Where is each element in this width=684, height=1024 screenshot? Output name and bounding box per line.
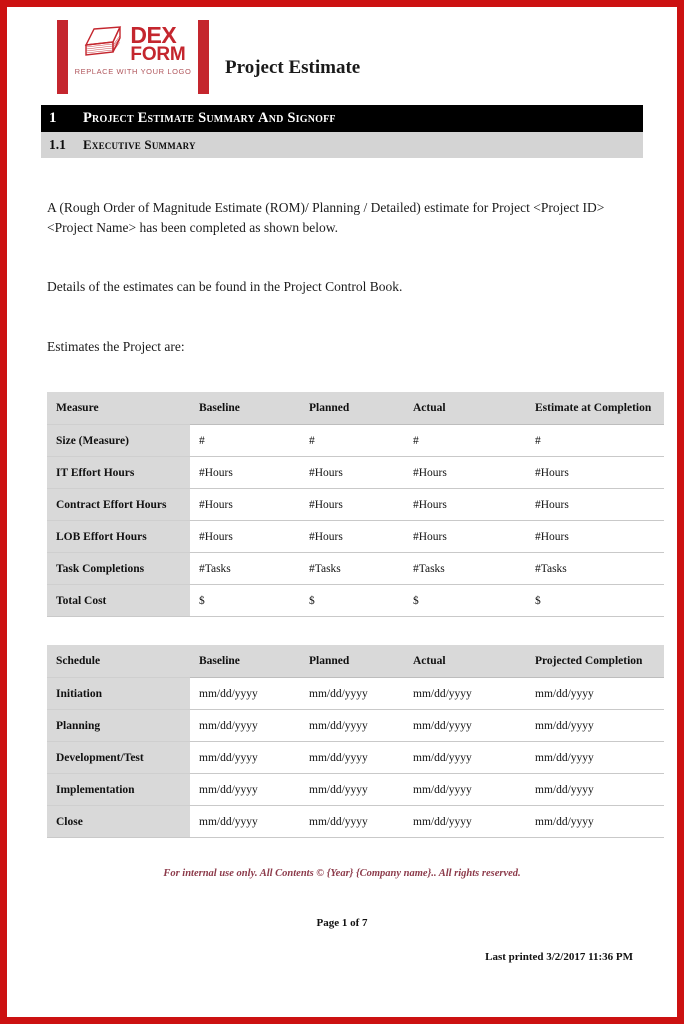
- cell-actual: mm/dd/yyyy: [404, 710, 526, 742]
- cell-planned: $: [300, 585, 404, 617]
- cell-planned: #Hours: [300, 457, 404, 489]
- table-row: [47, 425, 664, 457]
- cell-planned: #Hours: [300, 489, 404, 521]
- cell-baseline: mm/dd/yyyy: [190, 742, 300, 774]
- cell-actual: $: [404, 585, 526, 617]
- footer-copyright: For internal use only. All Contents © {Year} {Company name}.. All rights reserved.: [163, 868, 521, 880]
- section-heading-1: [41, 105, 643, 132]
- cell-planned: #Hours: [300, 521, 404, 553]
- cell-estimate-at-completion: #Hours: [526, 521, 664, 553]
- cell-planned: #: [300, 425, 404, 457]
- cell-baseline: #Hours: [190, 521, 300, 553]
- cell-estimate-at-completion: #Hours: [526, 489, 664, 521]
- measure-estimates-table: [47, 392, 664, 617]
- row-label: LOB Effort Hours: [47, 521, 190, 553]
- section-1-1-number: 1.1: [49, 137, 66, 152]
- row-label: Task Completions: [47, 553, 190, 585]
- section-heading-1-1: [41, 132, 643, 158]
- cell-actual: #Tasks: [404, 553, 526, 585]
- column-header-planned: Planned: [300, 392, 404, 425]
- schedule-estimates-table: [47, 645, 664, 838]
- document-header: [41, 11, 643, 103]
- cell-actual: mm/dd/yyyy: [404, 678, 526, 710]
- row-label: Close: [47, 806, 190, 838]
- logo-placeholder: [57, 20, 209, 94]
- section-1-title: Project Estimate Summary And Signoff: [83, 110, 336, 126]
- cell-baseline: #Hours: [190, 489, 300, 521]
- row-label: Contract Effort Hours: [47, 489, 190, 521]
- column-header-baseline: Baseline: [190, 645, 300, 678]
- cell-estimate-at-completion: #Hours: [526, 457, 664, 489]
- cell-planned: mm/dd/yyyy: [300, 678, 404, 710]
- section-1-number: 1: [49, 110, 57, 126]
- logo-tagline: REPLACE WITH YOUR LOGO: [74, 67, 192, 76]
- table-header-row: [47, 392, 664, 425]
- paragraph-estimate-intro: A (Rough Order of Magnitude Estimate (ROM)/ Planning / Detailed) estimate for Project <Project ID> <Project Name> has been completed as shown below.: [47, 200, 605, 235]
- cell-baseline: mm/dd/yyyy: [190, 806, 300, 838]
- logo-brand-line1: DEX: [130, 21, 177, 48]
- row-label: Planning: [47, 710, 190, 742]
- table-row: [47, 678, 664, 710]
- logo-wordmark: [130, 21, 186, 65]
- row-label: Size (Measure): [47, 425, 190, 457]
- cell-projected-completion: mm/dd/yyyy: [526, 774, 664, 806]
- column-header-actual: Actual: [404, 645, 526, 678]
- row-label: IT Effort Hours: [47, 457, 190, 489]
- table-row: [47, 806, 664, 838]
- cell-baseline: #: [190, 425, 300, 457]
- logo-content: [68, 20, 198, 94]
- section-1-1-title: Executive Summary: [83, 137, 196, 152]
- column-header-planned: Planned: [300, 645, 404, 678]
- document-footer: [41, 868, 643, 963]
- cell-projected-completion: mm/dd/yyyy: [526, 742, 664, 774]
- column-header-projected-completion: Projected Completion: [526, 645, 664, 678]
- cell-planned: mm/dd/yyyy: [300, 806, 404, 838]
- cell-baseline: mm/dd/yyyy: [190, 774, 300, 806]
- cell-baseline: mm/dd/yyyy: [190, 678, 300, 710]
- table-row: [47, 521, 664, 553]
- paper-stack-icon: [80, 24, 126, 64]
- cell-actual: mm/dd/yyyy: [404, 742, 526, 774]
- table-row: [47, 710, 664, 742]
- cell-actual: #Hours: [404, 521, 526, 553]
- table-row: [47, 489, 664, 521]
- cell-projected-completion: mm/dd/yyyy: [526, 806, 664, 838]
- row-label: Development/Test: [47, 742, 190, 774]
- cell-baseline: #Tasks: [190, 553, 300, 585]
- row-label: Initiation: [47, 678, 190, 710]
- cell-actual: #: [404, 425, 526, 457]
- document-body: [41, 198, 652, 838]
- column-header-actual: Actual: [404, 392, 526, 425]
- cell-planned: mm/dd/yyyy: [300, 774, 404, 806]
- table-row: [47, 553, 664, 585]
- cell-projected-completion: mm/dd/yyyy: [526, 678, 664, 710]
- table-header-row: [47, 645, 664, 678]
- logo-lockup: [80, 21, 186, 65]
- column-header-schedule: Schedule: [47, 645, 190, 678]
- cell-planned: mm/dd/yyyy: [300, 710, 404, 742]
- cell-projected-completion: mm/dd/yyyy: [526, 710, 664, 742]
- cell-actual: mm/dd/yyyy: [404, 774, 526, 806]
- table-row: [47, 742, 664, 774]
- cell-estimate-at-completion: #Tasks: [526, 553, 664, 585]
- column-header-estimate-at-completion: Estimate at Completion: [526, 392, 664, 425]
- page-title: Project Estimate: [225, 57, 361, 78]
- page-inner: [7, 7, 677, 1017]
- row-label: Total Cost: [47, 585, 190, 617]
- paragraph-estimates-lead-in: Estimates the Project are:: [47, 338, 185, 354]
- column-header-measure: Measure: [47, 392, 190, 425]
- cell-actual: #Hours: [404, 457, 526, 489]
- cell-planned: #Tasks: [300, 553, 404, 585]
- cell-baseline: #Hours: [190, 457, 300, 489]
- cell-estimate-at-completion: $: [526, 585, 664, 617]
- cell-baseline: mm/dd/yyyy: [190, 710, 300, 742]
- column-header-baseline: Baseline: [190, 392, 300, 425]
- footer-page-number: Page 1 of 7: [316, 917, 368, 930]
- footer-last-printed: Last printed 3/2/2017 11:36 PM: [485, 951, 633, 964]
- logo-brand-line2: FORM: [130, 43, 186, 65]
- cell-actual: #Hours: [404, 489, 526, 521]
- table-row: [47, 774, 664, 806]
- row-label: Implementation: [47, 774, 190, 806]
- cell-baseline: $: [190, 585, 300, 617]
- cell-planned: mm/dd/yyyy: [300, 742, 404, 774]
- cell-estimate-at-completion: #: [526, 425, 664, 457]
- cell-actual: mm/dd/yyyy: [404, 806, 526, 838]
- table-row: [47, 457, 664, 489]
- paragraph-details-location: Details of the estimates can be found in the Project Control Book.: [47, 279, 403, 295]
- table-row: [47, 585, 664, 617]
